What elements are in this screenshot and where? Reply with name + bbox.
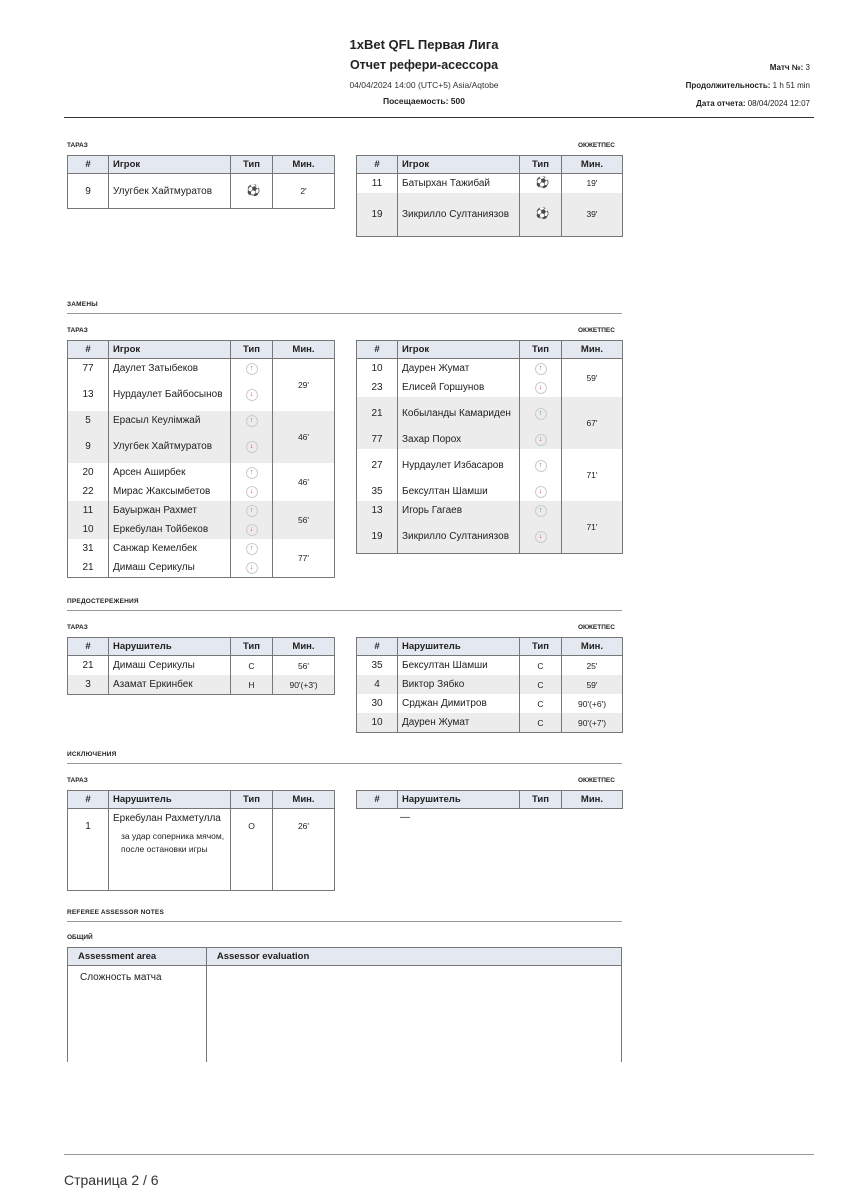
sub-out-icon: ↓ bbox=[535, 434, 547, 446]
subs-section-title: ЗАМЕНЫ bbox=[67, 301, 98, 308]
league-title: 1xBet QFL Первая Лига bbox=[349, 37, 499, 52]
table-row: 21 Димаш Серикулы С 56' bbox=[68, 656, 335, 676]
sub-in-icon: ↑ bbox=[535, 460, 547, 472]
table-row: 21 Димаш Серикулы ↓ bbox=[68, 558, 335, 578]
goal-icon: ⚽ bbox=[535, 177, 550, 190]
report-title: Отчет рефери-асессора bbox=[349, 58, 499, 72]
sub-in-icon: ↑ bbox=[535, 363, 547, 375]
assessor-evaluation-cell bbox=[206, 966, 621, 1063]
table-row: 9 Улугбек Хайтмуратов ↓ bbox=[68, 430, 335, 463]
general-subtitle: ОБЩИЙ bbox=[67, 934, 93, 941]
sub-in-icon: ↑ bbox=[246, 467, 258, 479]
sub-in-icon: ↑ bbox=[535, 505, 547, 517]
table-row: 19 Зикрилло Султаниязов ↓ bbox=[357, 520, 623, 553]
sub-out-icon: ↓ bbox=[246, 441, 258, 453]
expulsions-away-team: ОКЖЕТПЕС bbox=[578, 777, 615, 784]
table-row: 11 Батырхан Тажибай ⚽ 19' bbox=[357, 174, 623, 193]
sub-out-icon: ↓ bbox=[535, 382, 547, 394]
header-divider bbox=[64, 117, 814, 118]
table-row: 9 Улугбек Хайтмуратов ⚽ 2' bbox=[68, 174, 335, 209]
table-row bbox=[68, 966, 622, 1063]
table-row: 23 Елисей Горшунов ↓ bbox=[357, 378, 623, 397]
col-assessment-area: Assessment area bbox=[68, 948, 207, 966]
table-row: 3 Азамат Еркинбек Н 90'(+3') bbox=[68, 675, 335, 695]
duration: Продолжительность: 1 h 51 min bbox=[685, 81, 810, 90]
sub-out-icon: ↓ bbox=[246, 562, 258, 574]
sub-out-icon: ↓ bbox=[246, 486, 258, 498]
report-date: Дата отчета: 08/04/2024 12:07 bbox=[696, 99, 810, 108]
sub-out-icon: ↓ bbox=[535, 531, 547, 543]
table-row: 5 Ерасыл Кеулімжай ↑ 46' bbox=[68, 411, 335, 430]
sub-out-icon: ↓ bbox=[535, 486, 547, 498]
subs-home-table: # Игрок Тип Мин. 77 Даулет Затыбеков ↑ 29' 13 Нурдаулет Байбосынов ↓ 5 Ерасыл Кеулімжай ↑ 46' 9 Улугбек Хайтмуратов ↓ 20 Арсен Аширбек ↑ 46' 22 Мирас Жаксымбетов ↓ 11 Бауыржан Рахмет ↑ 56' 10 Еркебулан Тойбеков ↓ 31 Санжар Кемелбек ↑ 77' 21 Димаш Серикулы ↓ bbox=[67, 340, 335, 578]
table-row: 19 Зикрилло Султаниязов ⚽ 39' bbox=[357, 193, 623, 237]
table-row: 4 Виктор Зябко С 59' bbox=[357, 675, 623, 694]
divider bbox=[67, 313, 622, 314]
expulsions-home-table: # Нарушитель Тип Мин. 1 Еркебулан Рахметулла за удар соперника мячом, после остановки игры О 26' bbox=[67, 790, 335, 891]
goals-away-table: # Игрок Тип Мин. 11 Батырхан Тажибай ⚽ 19' 19 Зикрилло Султаниязов ⚽ 39' bbox=[356, 155, 623, 237]
cautions-away-team: ОКЖЕТПЕС bbox=[578, 624, 615, 631]
sub-in-icon: ↑ bbox=[535, 408, 547, 420]
table-row: 10 Еркебулан Тойбеков ↓ bbox=[68, 520, 335, 539]
goals-away-team: ОКЖЕТПЕС bbox=[578, 142, 615, 149]
sub-in-icon: ↑ bbox=[246, 543, 258, 555]
own-goal-icon: ⚽ bbox=[246, 185, 261, 197]
table-row: 77 Захар Порох ↓ bbox=[357, 430, 623, 449]
cautions-home-table: # Нарушитель Тип Мин. 21 Димаш Серикулы С 56' 3 Азамат Еркинбек Н 90'(+3') bbox=[67, 637, 335, 695]
cautions-away-table: # Нарушитель Тип Мин. 35 Бексултан Шамши С 25' 4 Виктор Зябко С 59' 30 Срджан Димитров С 90'(+6') 10 Даурен Жумат С 90'(+7') bbox=[356, 637, 623, 733]
assessor-notes-table bbox=[67, 947, 622, 1062]
cautions-home-team: ТАРАЗ bbox=[67, 624, 88, 631]
table-row: 20 Арсен Аширбек ↑ 46' bbox=[68, 463, 335, 482]
cautions-section-title: ПРЕДОСТЕРЕЖЕНИЯ bbox=[67, 598, 139, 605]
sub-in-icon: ↑ bbox=[246, 363, 258, 375]
col-assessor-evaluation: Assessor evaluation bbox=[206, 948, 621, 966]
notes-section-title: REFEREE ASSESSOR NOTES bbox=[67, 909, 164, 916]
table-row: 13 Нурдаулет Байбосынов ↓ bbox=[68, 378, 335, 411]
match-number: Матч №: 3 bbox=[769, 63, 810, 72]
subs-away-table: # Игрок Тип Мин. 10 Даурен Жумат ↑ 59' 23 Елисей Горшунов ↓ 21 Кобыланды Камариден ↑ 67' 77 Захар Порох ↓ 27 Нурдаулет Избасаров ↑ 71' 35 Бексултан Шамши ↓ 13 Игорь Гагаев ↑ 71' 19 Зикрилло Султаниязов ↓ bbox=[356, 340, 623, 554]
sub-out-icon: ↓ bbox=[246, 389, 258, 401]
table-row: 22 Мирас Жаксымбетов ↓ bbox=[68, 482, 335, 501]
table-row: 13 Игорь Гагаев ↑ 71' bbox=[357, 501, 623, 520]
divider bbox=[67, 921, 622, 922]
table-row: 77 Даулет Затыбеков ↑ 29' bbox=[68, 359, 335, 379]
expulsion-reason: за удар соперника мячом, после остановки игры bbox=[121, 831, 225, 854]
table-row: 10 Даурен Жумат ↑ 59' bbox=[357, 359, 623, 379]
expulsions-section-title: ИСКЛЮЧЕНИЯ bbox=[67, 751, 117, 758]
subs-away-team: ОКЖЕТПЕС bbox=[578, 327, 615, 334]
table-row: 10 Даурен Жумат С 90'(+7') bbox=[357, 713, 623, 733]
goals-home-team: ТАРАЗ bbox=[67, 142, 88, 149]
table-row: 31 Санжар Кемелбек ↑ 77' bbox=[68, 539, 335, 558]
offender-name: Еркебулан Рахметулла bbox=[113, 813, 221, 824]
attendance: Посещаемость: 500 bbox=[382, 96, 465, 106]
divider bbox=[67, 763, 622, 764]
goals-home-table: # Игрок Тип Мин. 9 Улугбек Хайтмуратов ⚽ 2' bbox=[67, 155, 335, 209]
sub-in-icon: ↑ bbox=[246, 415, 258, 427]
table-row: 35 Бексултан Шамши С 25' bbox=[357, 656, 623, 676]
expulsions-home-team: ТАРАЗ bbox=[67, 777, 88, 784]
table-row: 30 Срджан Димитров С 90'(+6') bbox=[357, 694, 623, 713]
footer-divider bbox=[64, 1154, 814, 1155]
table-row: 27 Нурдаулет Избасаров ↑ 71' bbox=[357, 449, 623, 482]
assessment-area-cell: Сложность матча bbox=[68, 966, 207, 1063]
table-row: 35 Бексултан Шамши ↓ bbox=[357, 482, 623, 501]
page-number: Страница 2 / 6 bbox=[64, 1172, 159, 1188]
match-datetime: 04/04/2024 14:00 (UTC+5) Asia/Aqtobe bbox=[349, 80, 499, 90]
sub-out-icon: ↓ bbox=[246, 524, 258, 536]
empty-placeholder: — bbox=[400, 812, 410, 823]
table-row: 11 Бауыржан Рахмет ↑ 56' bbox=[68, 501, 335, 520]
table-row: 21 Кобыланды Камариден ↑ 67' bbox=[357, 397, 623, 430]
sub-in-icon: ↑ bbox=[246, 505, 258, 517]
table-row: 1 Еркебулан Рахметулла за удар соперника мячом, после остановки игры О 26' bbox=[68, 809, 335, 891]
goal-icon: ⚽ bbox=[535, 208, 550, 221]
subs-home-team: ТАРАЗ bbox=[67, 327, 88, 334]
expulsions-away-table: # Нарушитель Тип Мин. bbox=[356, 790, 623, 809]
divider bbox=[67, 610, 622, 611]
